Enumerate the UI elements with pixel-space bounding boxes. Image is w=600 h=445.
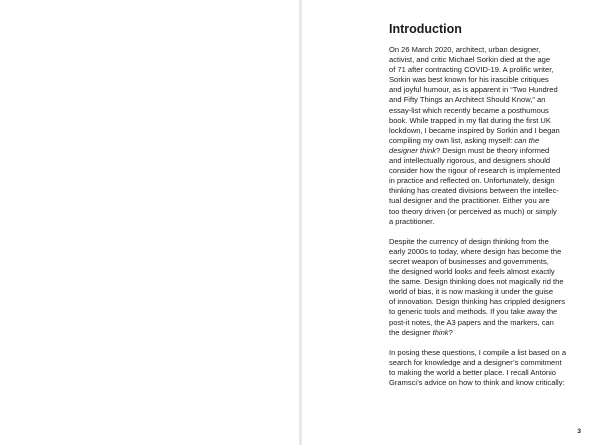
text-segment: early 2000s to today, where design has become the	[389, 246, 562, 256]
text-line	[389, 267, 599, 277]
text-segment: the same. Design thinking does not magically rid the	[389, 277, 564, 287]
text-segment: Despite the currency of design thinking from the	[389, 236, 549, 246]
text-line	[389, 207, 599, 217]
page-number: 3	[577, 428, 581, 435]
text-line	[389, 95, 599, 105]
text-segment: consider how the rigour of research is implemented	[389, 166, 561, 176]
text-line	[389, 217, 599, 227]
text-line	[389, 318, 599, 328]
body-paragraph	[389, 45, 599, 227]
text-line	[389, 126, 599, 136]
text-line	[389, 257, 599, 267]
text-line	[389, 358, 599, 368]
text-line	[389, 247, 599, 257]
body-paragraph	[389, 348, 599, 388]
text-segment: tual designer and the practitioner. Either you are	[389, 196, 550, 206]
text-segment: secret weapon of businesses and governments,	[389, 256, 549, 266]
text-segment: lockdown, I became inspired by Sorkin and I began	[389, 125, 560, 135]
text-segment: Sorkin was best known for his irascible critiques	[389, 75, 549, 85]
text-segment: of innovation. Design thinking has crippled designers	[389, 297, 566, 307]
text-segment: ? Design must be theory informed	[436, 145, 550, 155]
text-line	[389, 368, 599, 378]
text-line	[389, 116, 599, 126]
chapter-heading: Introduction	[389, 22, 462, 36]
text-line	[389, 348, 599, 358]
text-line	[389, 75, 599, 85]
text-line	[389, 307, 599, 317]
text-segment: activist, and critic Michael Sorkin died at the age	[389, 55, 551, 65]
text-line	[389, 378, 599, 388]
italic-text: can the	[514, 135, 540, 145]
text-segment: Gramsci’s advice on how to think and know critically:	[389, 378, 565, 388]
text-segment: essay-list which recently became a posthumous	[389, 105, 549, 115]
text-segment: In posing these questions, I compile a list based on a	[389, 347, 567, 357]
text-segment: and joyful humour, as is apparent in “Two Hundred	[389, 85, 558, 95]
text-segment: of 71 after contracting COVID-19. A prolific writer,	[389, 65, 554, 75]
text-line	[389, 297, 599, 307]
text-line	[389, 287, 599, 297]
text-line	[389, 65, 599, 75]
page-content	[389, 21, 599, 398]
text-line	[389, 277, 599, 287]
body-text	[389, 45, 599, 388]
text-line	[389, 55, 599, 65]
text-segment: the designer	[389, 327, 433, 337]
text-segment: a practitioner.	[389, 216, 435, 226]
text-segment: On 26 March 2020, architect, urban designer,	[389, 45, 541, 54]
text-segment: post-it notes, the A3 papers and the markers, can	[389, 317, 554, 327]
text-line	[389, 136, 599, 146]
italic-text: designer think	[389, 145, 436, 155]
text-line	[389, 176, 599, 186]
text-line	[389, 166, 599, 176]
text-segment: search for knowledge and a designer’s commitment	[389, 357, 562, 367]
text-segment: compiling my own list, asking myself:	[389, 135, 515, 145]
text-segment: and intellectually rigorous, and designers should	[389, 156, 551, 166]
text-segment: ?	[448, 327, 453, 337]
text-line	[389, 156, 599, 166]
text-segment: thinking has created divisions between the intellec-	[389, 186, 559, 196]
text-segment: book. While trapped in my flat during the first UK	[389, 115, 551, 125]
italic-text: think	[432, 327, 449, 337]
text-segment: to generic tools and methods. If you take away the	[389, 307, 558, 317]
body-paragraph	[389, 237, 599, 338]
text-segment: too theory driven (or perceived as much) or simply	[389, 206, 557, 216]
text-line	[389, 106, 599, 116]
text-line	[389, 146, 599, 156]
text-segment: and Fifty Things an Architect Should Know,” an	[389, 95, 546, 105]
text-segment: in practice and reflected on. Unfortunately, design	[389, 176, 555, 186]
text-line	[389, 328, 599, 338]
text-segment: to making the world a better place. I recall Antonio	[389, 368, 556, 377]
text-segment: world of bias, it is now masking it under the guise	[389, 287, 554, 297]
text-line	[389, 45, 599, 55]
text-line	[389, 237, 599, 247]
right-page	[302, 0, 600, 445]
text-line	[389, 196, 599, 206]
text-line	[389, 85, 599, 95]
text-line	[389, 186, 599, 196]
text-segment: the designed world looks and feels almost exactly	[389, 267, 555, 277]
